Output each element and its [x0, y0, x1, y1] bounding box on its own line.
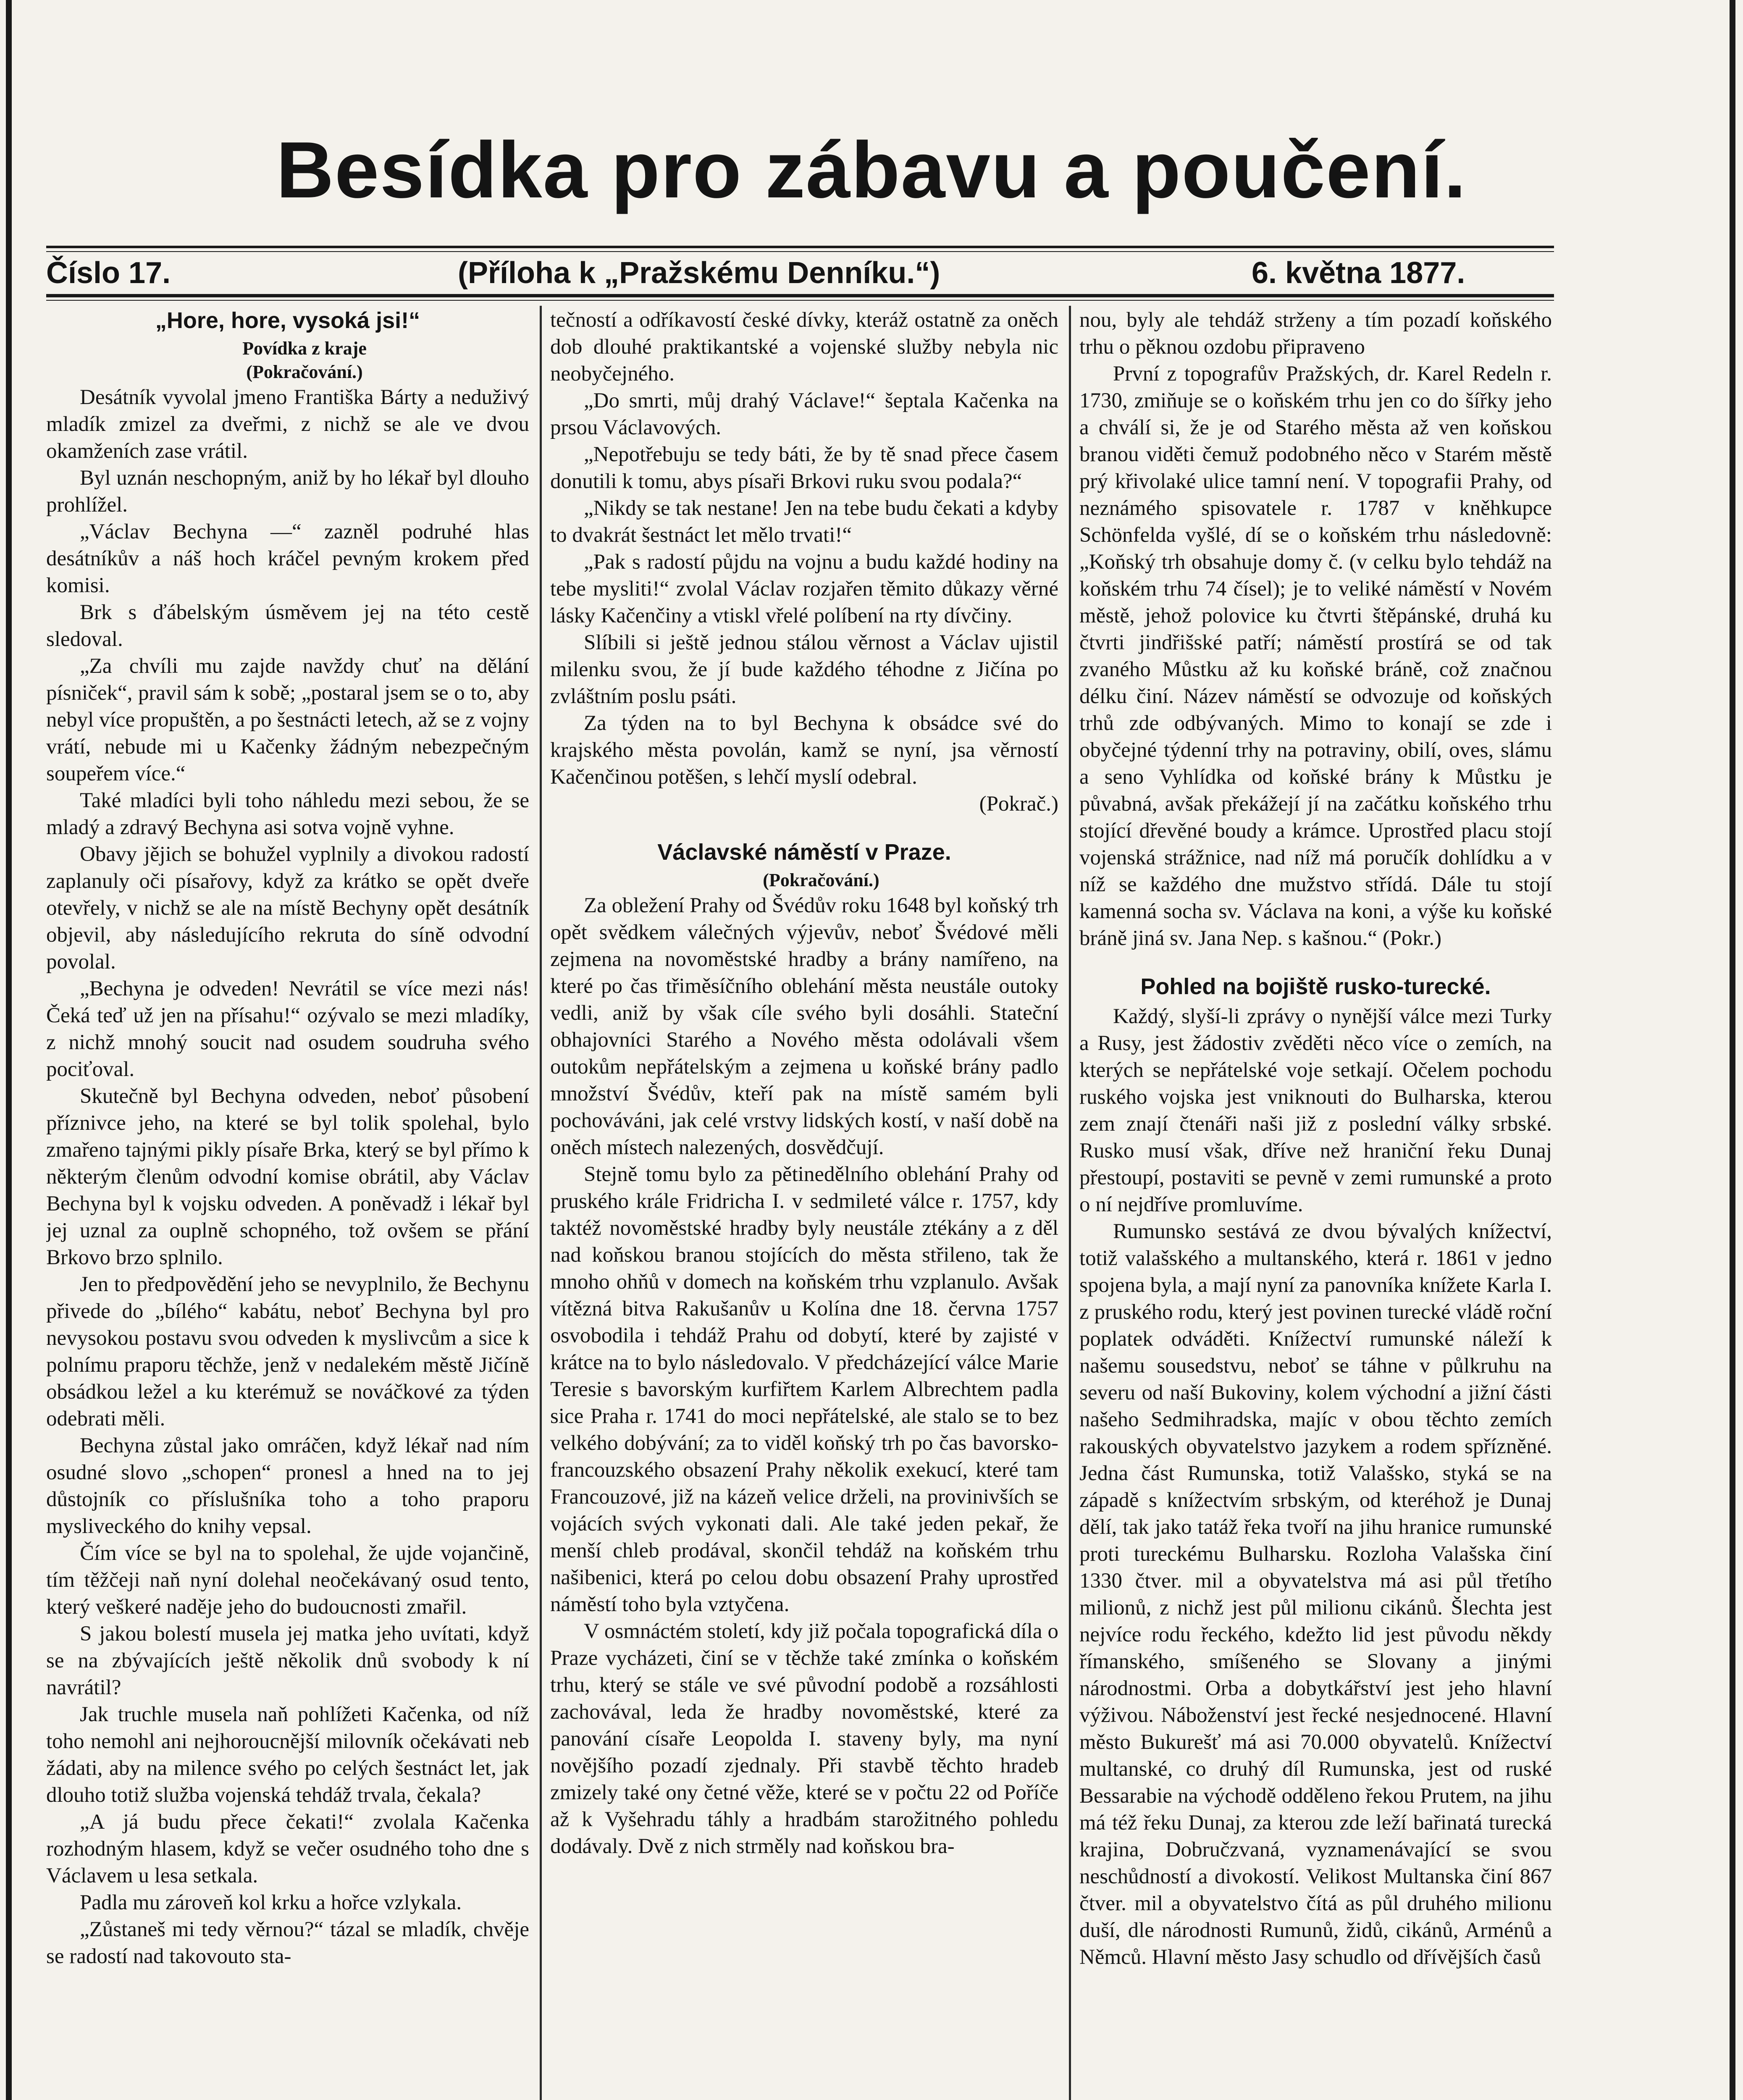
section-spacer [1079, 952, 1552, 973]
article-continuation-note: (Pokračování.) [763, 870, 879, 890]
paragraph: Za obležení Prahy od Švédův roku 1648 byl koňský trh opět svědkem válečných výjevův, neboť Švédové měli zejmena na novoměstské hradby a brány namířeno, na které po čas třiměsíčního oblehání města neustále outoky vedli, aniž by však cíle svého byli dosáhli. Stateční obhajovníci Starého a Nového města odolávali všem outokům nepřátelským a zejmena u koňské brány padlo množství Švédův, kteří pak na místě samém byli pochováváni, jak celé vrstvy lidských kostí, v naší době na oněch místech nalezených, dosvědčují. [550, 894, 1058, 1159]
paragraph: nou, byly ale tehdáž strženy a tím pozadí koňského trhu o pěknou ozdobu připraveno [1079, 308, 1552, 359]
paragraph: Také mladíci byli toho náhledu mezi sebou, že se mladý a zdravý Bechyna asi sotva vojně vyhne. [46, 789, 529, 839]
paragraph: Desátník vyvolal jmeno Františka Bárty a neduživý mladík zmizel za dveřmi, z nichž se ale ve dvou okamženích zase vrátil. [46, 386, 529, 463]
paragraph: Čím více se byl na to spolehal, že ujde vojančině, tím těžčeji naň nyní dolehal neočekávaný osud tento, který veškeré naděje jeho do budoucnosti zmařil. [46, 1541, 529, 1619]
paragraph: Padla mu zároveň kol krku a hořce vzlykala. [80, 1891, 462, 1914]
issue-line [46, 254, 1554, 292]
column-3 [1079, 307, 1552, 2100]
paragraph: První z topografův Pražských, dr. Karel Redeln r. 1730, zmiňuje se o koňském trhu jen co do šířky jeho a chválí si, že je od Starého města až ven koňskou branou viděti čemuž podobného něco v Starém městě prý křivolaké ulice tamní není. V topografii Prahy, od neznámého spisovatele r. 1787 v kněhkupce Schönfelda vyšlé, dí se o koňském trhu následovně: „Koňský trh obsahuje domy č. (v celku bylo tehdáž na koňském trhu 74 čísel); je to veliké náměstí v Novém městě, jehož polovice ku čtvrti štěpánské, druhá ku čtvrti jindřišské patří; náměstí prostírá se od tak zvaného Můstku až ku koňské bráně, což značnou délku činí. Název náměstí se odvozuje od koňských trhů zde odbývaných. Mimo to konají se zde i obyčejné týdenní trhy na potraviny, obilí, oves, slámu a seno Vyhlídka od koňské brány k Můstku je půvabná, avšak překážejí jí na začátku koňského trhu stojící dřevěné boudy a krámce. Uprostřed placu stojí vojenská strážnice, nad níž má poručík dohlídku a v níž se každého dne mužstvo střídá. Dále tu stojí kamenná socha sv. Václava na koni, a výše ku koňské bráně jiná sv. Jana Nep. s kašnou.“ (Pokr.) [1079, 362, 1552, 950]
story-subtitle: Povídka z kraje [242, 338, 367, 359]
article-title: Pohled na bojiště rusko-turecké. [1140, 974, 1491, 999]
paragraph: Rumunsko sestává ze dvou bývalých knížectví, totiž valašského a multanského, která r. 1861 v jedno spojena byla, a mají nyní za panovníka knížete Karla I. z pruského rodu, který jest povinen turecké vládě roční poplatek odváděti. Knížectví rumunské náleží k našemu sousedstvu, neboť se táhne v půlkruhu na severu od naší Bukoviny, kolem východní a jižní části našeho Sedmihradska, majíc v obou těchto zemích rakouských obyvatelstvo jazykem a rodem spřízněné. Jedna část Rumunska, totiž Valašsko, styká se na západě s knížectvím srbským, od kteréhož je Dunaj dělí, tak jako tatáž řeka tvoří na jihu hranice rumunské proti tureckému Bulharsku. Rozloha Valašska činí 1330 čtver. mil a obyvatelstva má asi půl třetího milionů, z nichž jest půl milionu cikánů. Šlechta jest nejvíce rodu řeckého, kdežto lid jest původu někdy římanského, smíšeného se Slovany a jinými národnostmi. Orba a dobytkářství jest jeho hlavní výživou. Náboženství jest řecké nesjednocené. Hlavní město Bukurešť má asi 70.000 obyvatelů. Knížectví multanské, co druhý díl Rumunska, jest od ruské Bessarabie na východě odděleno řekou Prutem, na jihu má též řeku Dunaj, za kterou zde leží bařinatá turecká krajina, Dobručzvaná, vyznamenávající se svou neschůdností a divokostí. Velikost Multanska činí 867 čtver. mil a obyvatelstvo čítá as půl druhého milionu duší, dle národnosti Rumunů, židů, cikánů, Arménů a Němců. Hlavní město Jasy schudlo od dřívějších časů [1079, 1220, 1552, 1969]
story-title: „Hore, hore, vysoká jsi!“ [155, 308, 420, 333]
column-2 [550, 307, 1058, 2100]
paragraph: Skutečně byl Bechyna odveden, neboť působení příznivce jeho, na které se byl tolik spolehal, bylo zmařeno tajnými pikly písaře Brka, který se byl přímo k některým členům odvodní komise obrátil, aby Václav Bechyna byl k vojsku odveden. A poněvadž i lékař byl jej uznal za ouplně schopného, tož ovšem se přání Brkovo brzo splnilo. [46, 1084, 529, 1269]
paragraph: „Václav Bechyna —“ zazněl podruhé hlas desátníkův a náš hoch kráčel pevným krokem před komisi. [46, 520, 529, 597]
story-continuation-note: (Pokračování.) [246, 362, 363, 382]
paragraph: Byl uznán neschopným, aniž by ho lékař byl dlouho prohlížel. [46, 466, 529, 517]
masthead-rule-thin [46, 251, 1554, 252]
paragraph: „Pak s radostí půjdu na vojnu a budu každé hodiny na tebe mysliti!“ zvolal Václav rozjařen těmito důkazy věrné lásky Kačenčiny a vtiskl vřelé políbení na rty dívčiny. [550, 550, 1058, 627]
header-rule-bottom [46, 294, 1554, 297]
column-divider-1 [540, 306, 542, 2100]
paragraph: „Zůstaneš mi tedy věrnou?“ tázal se mladík, chvěje se radostí nad takovouto sta- [46, 1918, 529, 1968]
masthead-rule-top [46, 246, 1554, 248]
paragraph: Bechyna zůstal jako omráčen, když lékař nad ním osudné slovo „schopen“ pronesl a hned na to jej důstojník co příslušníka toho a toho praporu mysliveckého do knihy vepsal. [46, 1434, 529, 1538]
paragraph: Každý, slyší-li zprávy o nynější válce mezi Turky a Rusy, jest žádostiv zvěděti něco více o zemích, na kterých se nepřátelské voje setkají. Očelem pochodu ruského vojska jest vniknouti do Bulharska, kterou zem znají čtenáři naši již z poslední války srbské. Rusko musí však, dříve než hraniční řeku Dunaj přestoupí, postaviti se pevně v zemi rumunské a proto o ní nejdříve promluvíme. [1079, 1005, 1552, 1216]
paragraph: S jakou bolestí musela jej matka jeho uvítati, když se na zbývajících ještě několik dnů svobody k ní navrátil? [46, 1622, 529, 1699]
masthead-title: Besídka pro zábavu a poučení. [276, 126, 1467, 215]
paragraph: „Nepotřebuju se tedy báti, že by tě snad přece časem donutili k tomu, abys písaři Brkovi ruku svou podala?“ [550, 443, 1058, 493]
paragraph: Za týden na to byl Bechyna k obsádce své do krajského města povolán, kamž se nyní, jsa věrností Kačenčinou potěšen, s lehčí myslí odebral. [550, 711, 1058, 789]
paragraph: Slíbili si ještě jednou stálou věrnost a Václav ujistil milenku svou, že jí bude každého téhodne z Jičína po zvláštním poslu psáti. [550, 631, 1058, 708]
paragraph: Obavy jějich se bohužel vyplnily a divokou radostí zaplanuly oči písařovy, když za krátko se opět dveře otevřely, v nichž se ale na místě Bechyny opět desátník objevil, aby následujícího rekruta do síně odvodní povolal. [46, 843, 529, 974]
paragraph: Brk s ďábelským úsměvem jej na této cestě sledoval. [46, 601, 529, 651]
paragraph: „Za chvíli mu zajde navždy chuť na dělání písniček“, pravil sám k sobě; „postaral jsem se o to, aby nebyl více propuštěn, a po šestnácti letech, až se z vojny vrátí, nebude mi u Kačenky žádným nebezpečným soupeřem více.“ [46, 654, 529, 785]
article-title: Václavské náměstí v Praze. [657, 840, 951, 865]
paragraph: Jak truchle musela naň pohlížeti Kačenka, od níž toho nemohl ani nejhoroucnější milovník očekávati neb žádati, aby na milence svého po celých šestnáct let, jak dlouho totiž služba vojenská tehdáž trvala, čekala? [46, 1703, 529, 1807]
issue-date: 6. května 1877. [1252, 256, 1465, 290]
paragraph: „Bechyna je odveden! Nevrátil se více mezi nás! Čeká teď už jen na přísahu!“ ozývalo se mezi mladíky, z nichž mnohý soucit nad osudem soudruha svého pociťoval. [46, 977, 529, 1081]
paragraph: V osmnáctém století, kdy již počala topografická díla o Praze vycházeti, činí se v těchže také zmínka o koňském trhu, který se stále ve své původní podobě a rozsáhlosti zachovával, leda že hradby novoměstské, které za panování císaře Leopolda I. staveny byly, ma nyní novějšího pozadí zjednaly. Při stavbě těchto hradeb zmizely také ony četné věže, které se v počtu 22 od Poříče až k Vyšehradu táhly a hradbám starožitného pohledu dodávaly. Dvě z nich strměly nad koňskou bra- [550, 1620, 1058, 1858]
paragraph: „Nikdy se tak nestane! Jen na tebe budu čekati a kdyby to dvakrát šestnáct let mělo trvati!“ [550, 496, 1058, 547]
header-rule-bottom-thin [46, 300, 1554, 301]
column-divider-2 [1069, 306, 1071, 2100]
paragraph: „A já budu přece čekati!“ zvolala Kačenka rozhodným hlasem, když se večer osudného toho dne s Václavem u lesa setkala. [46, 1810, 529, 1887]
paragraph: tečností a odříkavostí české dívky, kteráž ostatně za oněch dob dlouhé praktikantské a vojenské služby nebyla nic neobyčejného. [550, 308, 1058, 386]
supplement-note: (Příloha k „Pražskému Denníku.“) [458, 256, 940, 290]
paragraph: Jen to předpovědění jeho se nevyplnilo, že Bechynu přivede do „bílého“ kabátu, neboť Bechyna byl pro nevysokou postavu svou odveden k myslivcům a sice k polnímu praporu těchže, jenž v nedalekém městě Jičíně obsádkou ležel a ku kterémuž se nováčkové za týden odebrati měli. [46, 1273, 529, 1431]
paragraph: Stejně tomu bylo za pětinedělního oblehání Prahy od pruského krále Fridricha I. v sedmileté válce r. 1757, kdy taktéž novoměstské hradby byly neustále ztékány a z děl nad koňskou branou stojících do města střileno, tak že mnoho ohňů v domech na koňském trhu vzplanulo. Avšak vítězná bitva Rakušanův u Kolína dne 18. června 1757 osvobodila i tehdáž Prahu od dobytí, které by zajisté v krátce na to bylo následovalo. V předcházející válce Marie Teresie s bavorským kurfiřtem Karlem Albrechtem padla sice Praha r. 1741 do moci nepřátelské, ale stalo se to bez velkého dobývání; za to viděl koňský trh po čas bavorsko-francouzského obsazení Prahy několik exekucí, které tam Francouzové, již na kázeň velice drželi, na provinivších se vojácích svých vykonati dali. Ale také jeden pekař, že menší chleb prodával, skončil tehdáž na koňském trhu našibenici, která po celou dobu obsazení Prahy uprostřed náměstí toho byla vztyčena. [550, 1163, 1058, 1616]
section-spacer [550, 817, 1058, 838]
paragraph: „Do smrti, můj drahý Václave!“ šeptala Kačenka na prsou Václavových. [550, 389, 1058, 439]
issue-number: Číslo 17. [46, 256, 171, 290]
continued-note: (Pokrač.) [979, 792, 1058, 816]
column-1 [46, 307, 529, 2100]
